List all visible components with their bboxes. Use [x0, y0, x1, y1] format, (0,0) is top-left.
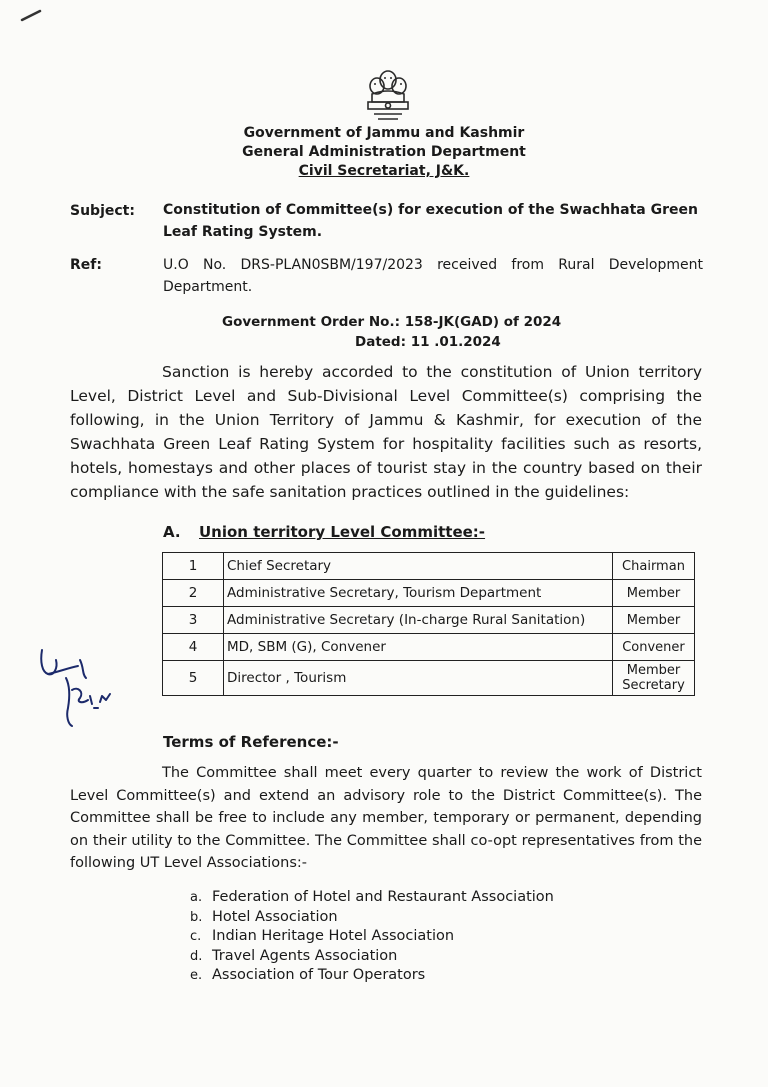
section-a-title: Union territory Level Committee:- [199, 523, 486, 541]
member-role: Convener [613, 634, 695, 661]
table-row [163, 634, 695, 661]
letterhead-secretariat-wrap [0, 163, 768, 179]
member-name: Administrative Secretary (In-charge Rural Sanitation) [224, 607, 613, 634]
association-name: Hotel Association [212, 908, 338, 925]
table-row [163, 661, 695, 696]
list-item [190, 927, 554, 947]
row-number: 4 [163, 634, 224, 661]
national-emblem-icon [362, 66, 414, 126]
order-number: 158-JK(GAD) of 2024 [404, 314, 562, 330]
subject-text: Constitution of Committee(s) for execution of the Swachhata Green Leaf Rating System. [163, 202, 698, 240]
table-row [163, 580, 695, 607]
association-name: Travel Agents Association [212, 947, 398, 964]
section-a-letter: A. [163, 523, 181, 541]
list-marker: e. [190, 968, 203, 983]
order-number-label: Government Order No.: [222, 314, 400, 330]
row-number: 2 [163, 580, 224, 607]
letterhead-secretariat: Civil Secretariat, J&K. [298, 163, 470, 179]
association-name: Association of Tour Operators [212, 967, 426, 983]
ref-text: U.O No. DRS-PLAN0SBM/197/2023 received from Rural Development Department. [163, 257, 703, 295]
list-item [190, 888, 554, 908]
ut-committee-table [162, 552, 695, 696]
subject-label: Subject: [70, 203, 135, 219]
associations-list [190, 888, 554, 986]
member-name: Administrative Secretary, Tourism Department [224, 580, 613, 607]
terms-paragraph-block [70, 762, 702, 875]
list-item [190, 947, 554, 967]
order-date-line [355, 334, 501, 350]
pen-mark-icon [20, 8, 44, 22]
intro-paragraph: Sanction is hereby accorded to the constitution of Union territory Level, District Level and Sub-Divisional Level Committee(s) comprising the following, in the Union Territory of Jammu & Kashmir, for execution of the Swachhata Green Leaf Rating System for hospitality facilities such as resorts, hotels, homestays and other places of tourist stay in the country based on their compliance with the safe sanitation practices outlined in the guidelines: [70, 363, 702, 501]
list-marker: d. [190, 948, 203, 964]
order-date-label: Dated: [355, 334, 406, 350]
list-marker: a. [190, 890, 203, 905]
member-role: Chairman [613, 553, 695, 580]
intro-paragraph-block [70, 360, 702, 504]
order-number-line [222, 314, 561, 330]
row-number: 1 [163, 553, 224, 580]
list-item [190, 908, 554, 928]
member-role: Member [613, 580, 695, 607]
member-name: Chief Secretary [224, 553, 613, 580]
row-number: 5 [163, 661, 224, 696]
member-role: Member Secretary [613, 661, 695, 696]
member-role: Member [613, 607, 695, 634]
handwritten-signature [28, 638, 138, 728]
letterhead-department: General Administration Department [242, 144, 526, 160]
order-date: 11 .01.2024 [410, 334, 501, 350]
list-marker: b. [190, 909, 203, 925]
section-a-heading [163, 523, 485, 541]
member-name: MD, SBM (G), Convener [224, 634, 613, 661]
association-name: Federation of Hotel and Restaurant Association [212, 889, 554, 905]
terms-paragraph: The Committee shall meet every quarter to review the work of District Level Committee(s) and extend an advisory role to the District Committee(s). The Committee shall be free to include any member, temporary or permanent, depending on their utility to the Committee. The Committee shall co-opt representatives from the following UT Level Associations:- [70, 765, 702, 871]
list-item [190, 966, 554, 986]
terms-heading: Terms of Reference:- [163, 733, 339, 751]
ref-label: Ref: [70, 257, 102, 273]
member-name: Director , Tourism [224, 661, 613, 696]
table-row [163, 553, 695, 580]
association-name: Indian Heritage Hotel Association [212, 928, 455, 944]
row-number: 3 [163, 607, 224, 634]
letterhead-government: Government of Jammu and Kashmir [243, 125, 525, 141]
list-marker: c. [190, 929, 202, 944]
table-row [163, 607, 695, 634]
